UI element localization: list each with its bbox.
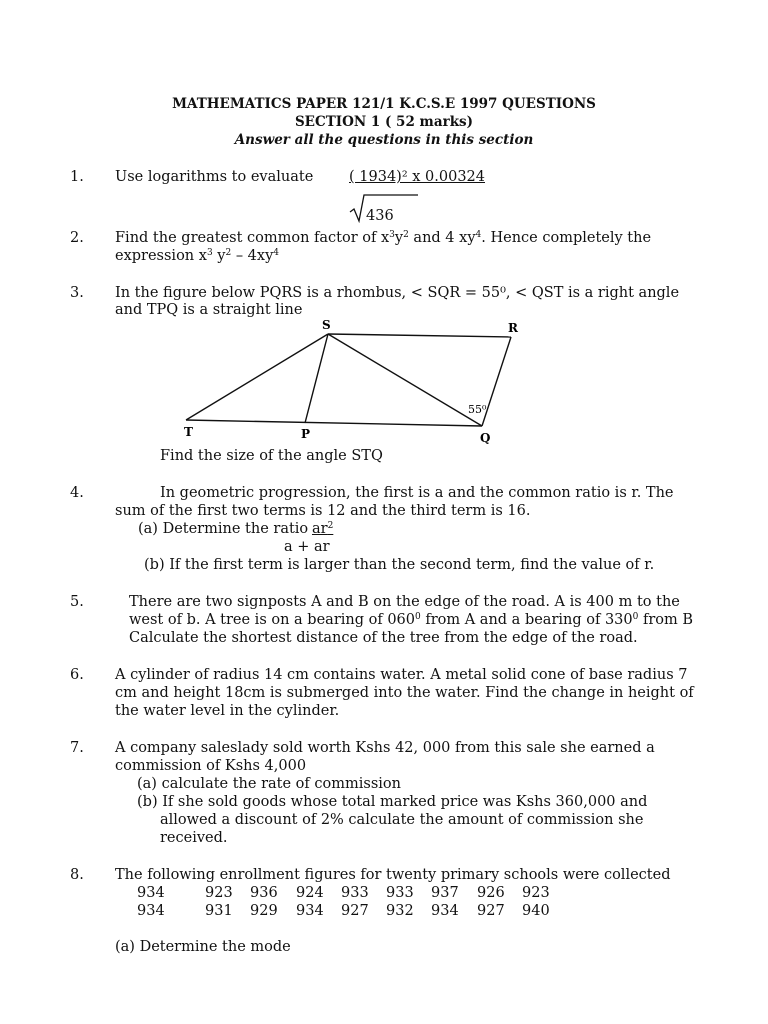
question-7-line1: A company saleslady sold worth Kshs 42, 000 from this sale she earned a <box>115 740 655 756</box>
line-sp <box>305 334 328 423</box>
enrollment-cell: 934 <box>137 903 165 919</box>
page-title: MATHEMATICS PAPER 121/1 K.C.S.E 1997 QUESTIONS <box>172 96 596 112</box>
enrollment-cell: 937 <box>431 885 459 901</box>
question-8a: (a) Determine the mode <box>115 939 291 955</box>
question-number: 7. <box>70 740 84 756</box>
enrollment-cell: 934 <box>137 885 165 901</box>
q1-denominator: 436 <box>366 208 394 224</box>
q1-numerator: ( 1934)² x 0.00324 <box>349 169 485 185</box>
enrollment-cell: 927 <box>477 903 505 919</box>
question-number: 3. <box>70 285 84 301</box>
enrollment-cell: 926 <box>477 885 505 901</box>
enrollment-cell: 932 <box>386 903 414 919</box>
label-t: T <box>184 425 193 439</box>
ratio-numerator: $ar^2$ <box>312 521 334 537</box>
section-heading: SECTION 1 ( 52 marks) <box>294 114 474 130</box>
label-p: P <box>301 427 311 441</box>
question-4-line1: In geometric progression, the first is a and the common ratio is r. The <box>160 485 674 501</box>
question-5-line3: Calculate the shortest distance of the tree from the edge of the road. <box>129 630 638 646</box>
question-5-line2: west of b. A tree is on a bearing of $060^0$ from A and a bearing of $330^0$ from B <box>129 612 694 628</box>
question-7-line2: commission of Kshs 4,000 <box>115 758 307 774</box>
line-ts <box>186 334 328 420</box>
enrollment-cell: 933 <box>341 885 369 901</box>
question-1-text: Use logarithms to evaluate <box>115 169 314 185</box>
line-sr <box>328 334 511 337</box>
question-number: 6. <box>70 667 84 683</box>
section-instruction: Answer all the questions in this section <box>234 132 534 148</box>
question-3-line2: and TPQ is a straight line <box>115 302 303 318</box>
label-r: R <box>508 321 518 335</box>
label-q: Q <box>480 431 491 445</box>
question-2-line2: expression $x^3$ $y^2 - 4xy^4$ <box>115 248 280 264</box>
question-7b-line2: allowed a discount of 2% calculate the amount of commission she <box>160 812 644 828</box>
question-3-line1: In the figure below PQRS is a rhombus, < SQR = 55⁰, < QST is a right angle <box>115 285 680 301</box>
question-6-line3: the water level in the cylinder. <box>115 703 340 719</box>
enrollment-cell: 933 <box>386 885 414 901</box>
question-4a: (a) Determine the ratio <box>138 521 309 537</box>
enrollment-cell: 934 <box>296 903 324 919</box>
question-4b: (b) If the first term is larger than the second term, find the value of r. <box>144 557 655 573</box>
line-tq <box>186 420 482 426</box>
enrollment-cell: 940 <box>522 903 550 919</box>
question-7b-line1: (b) If she sold goods whose total marked price was Kshs 360,000 and <box>137 794 648 810</box>
enrollment-cell: 927 <box>341 903 369 919</box>
rhombus-figure <box>178 318 523 450</box>
question-6-line1: A cylinder of radius 14 cm contains water. A metal solid cone of base radius 7 <box>115 667 688 683</box>
question-number: 2. <box>70 230 84 246</box>
enrollment-cell: 923 <box>522 885 550 901</box>
enrollment-cell: 929 <box>250 903 278 919</box>
question-5-line1: There are two signposts A and B on the edge of the road. A is 400 m to the <box>129 594 680 610</box>
label-s: S <box>322 318 331 332</box>
question-number: 8. <box>70 867 84 883</box>
question-8-line1: The following enrollment figures for twenty primary schools were collected <box>115 867 671 883</box>
enrollment-cell: 924 <box>296 885 324 901</box>
label-angle-55: 55⁰ <box>468 403 487 416</box>
question-3-find: Find the size of the angle STQ <box>160 448 383 464</box>
question-number: 5. <box>70 594 84 610</box>
question-number: 4. <box>70 485 84 501</box>
enrollment-cell: 936 <box>250 885 278 901</box>
question-2-line1: Find the greatest common factor of $x^3y^2$ and 4 $xy^4$. Hence completely the <box>115 230 652 246</box>
question-4-line2: sum of the first two terms is 12 and the third term is 16. <box>115 503 531 519</box>
question-7a: (a) calculate the rate of commission <box>137 776 401 792</box>
ratio-denominator: a + ar <box>284 539 330 555</box>
question-number: 1. <box>70 169 84 185</box>
enrollment-cell: 923 <box>205 885 233 901</box>
question-6-line2: cm and height 18cm is submerged into the water. Find the change in height of <box>115 685 694 701</box>
enrollment-cell: 931 <box>205 903 233 919</box>
question-7b-line3: received. <box>160 830 228 846</box>
line-sq <box>328 334 482 426</box>
enrollment-cell: 934 <box>431 903 459 919</box>
